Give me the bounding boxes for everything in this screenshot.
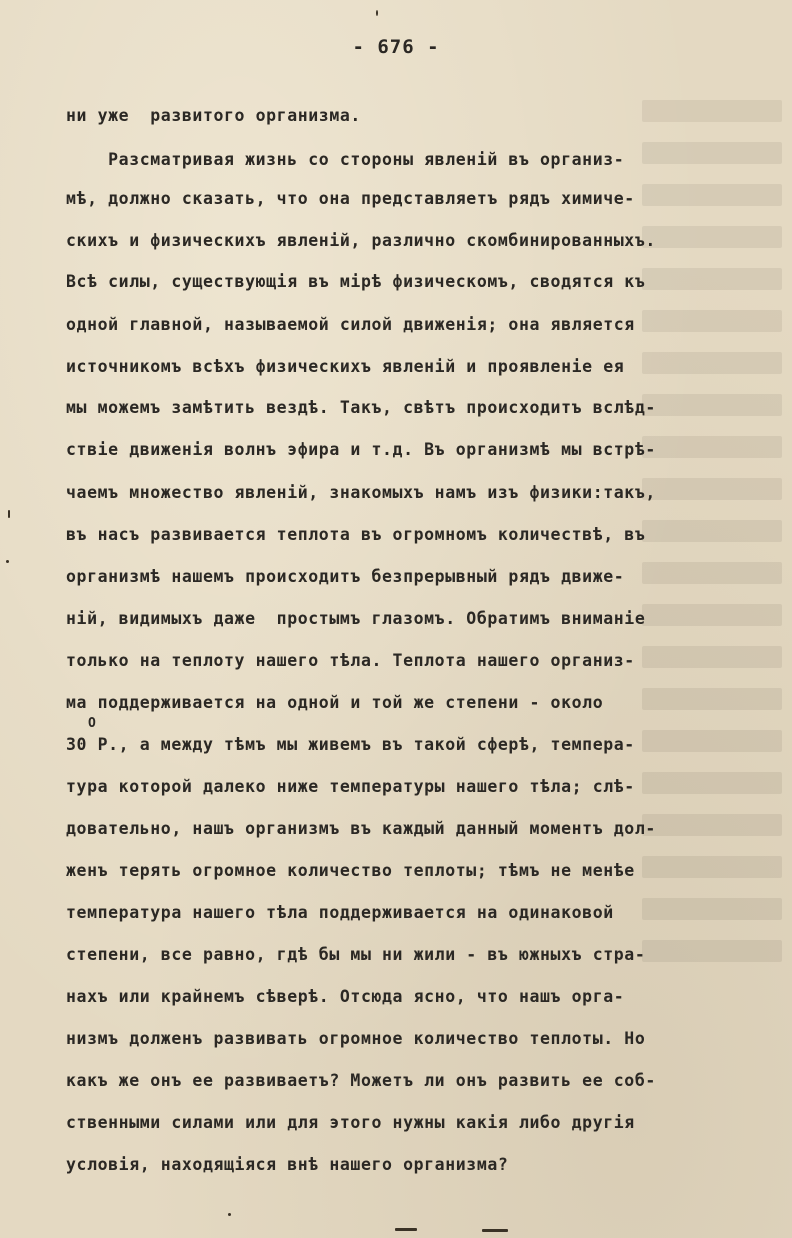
page-number: - 676 - [352, 36, 440, 58]
paper-speck [395, 1228, 417, 1231]
text-line: нахъ или крайнемъ сѣверѣ. Отсюда ясно, что нашъ орга- [66, 987, 625, 1006]
text-line: ственными силами или для этого нужны какія либо другія [66, 1113, 635, 1132]
paper-speck [6, 560, 9, 563]
text-line: Разсматривая жизнь со стороны явленій въ организ- [66, 150, 625, 169]
text-line: степени, все равно, гдѣ бы мы ни жили - въ южныхъ стра- [66, 945, 646, 964]
text-line: женъ терять огромное количество теплоты; тѣмъ не менѣе [66, 861, 635, 880]
text-line: 30 Р., а между тѣмъ мы живемъ въ такой сферѣ, темпера- [66, 735, 635, 754]
text-line: ній, видимыхъ даже простымъ глазомъ. Обратимъ вниманіе [66, 609, 646, 628]
text-line: источникомъ всѣхъ физическихъ явленій и проявленіе ея [66, 357, 625, 376]
paper-speck [482, 1229, 508, 1232]
text-line: мы можемъ замѣтить вездѣ. Такъ, свѣтъ происходитъ вслѣд- [66, 398, 656, 417]
text-line: низмъ долженъ развивать огромное количество теплоты. Но [66, 1029, 646, 1048]
text-line: скихъ и физическихъ явленій, различно скомбинированныхъ. [66, 231, 656, 250]
text-line: одной главной, называемой силой движенія; она является [66, 315, 635, 334]
text-line: довательно, нашъ организмъ въ каждый данный моментъ дол- [66, 819, 656, 838]
text-line: ствіе движенія волнъ эфира и т.д. Въ организмѣ мы встрѣ- [66, 440, 656, 459]
text-line: ма поддерживается на одной и той же степени - около [66, 693, 604, 712]
paper-speck [376, 10, 378, 16]
degree-mark: О [88, 716, 97, 731]
text-line: организмѣ нашемъ происходитъ безпрерывный рядъ движе- [66, 567, 625, 586]
text-line: тура которой далеко ниже температуры нашего тѣла; слѣ- [66, 777, 635, 796]
paper-speck [8, 510, 10, 518]
text-line: мѣ, должно сказать, что она представляетъ рядъ химиче- [66, 189, 635, 208]
text-line: какъ же онъ ее развиваетъ? Можетъ ли онъ развить ее соб- [66, 1071, 656, 1090]
text-line: ни уже развитого организма. [66, 106, 361, 125]
text-line: температура нашего тѣла поддерживается на одинаковой [66, 903, 614, 922]
text-line: условія, находящіяся внѣ нашего организма? [66, 1155, 509, 1174]
paper-speck [228, 1213, 231, 1216]
text-line: чаемъ множество явленій, знакомыхъ намъ изъ физики:такъ, [66, 483, 656, 502]
text-line: только на теплоту нашего тѣла. Теплота нашего организ- [66, 651, 635, 670]
text-line: Всѣ силы, существующія въ мірѣ физическомъ, сводятся къ [66, 272, 646, 291]
reverse-side-bleed-through [642, 100, 782, 1000]
text-line: въ насъ развивается теплота въ огромномъ количествѣ, въ [66, 525, 646, 544]
